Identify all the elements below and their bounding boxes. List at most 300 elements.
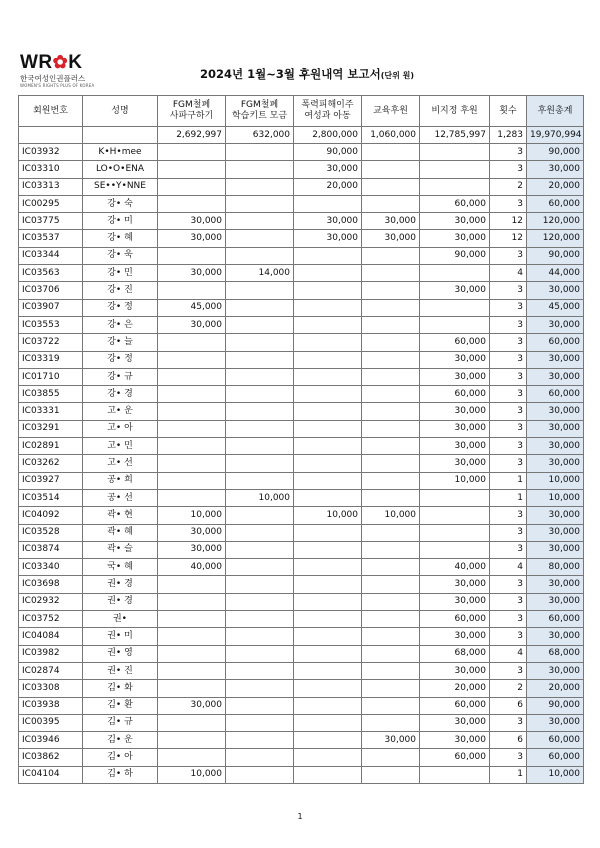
cell-fgm-kit <box>226 351 294 368</box>
cell-count: 3 <box>490 593 527 610</box>
cell-member-id: IC03528 <box>19 524 83 541</box>
cell-migrant-women <box>294 559 362 576</box>
cell-education <box>362 697 420 714</box>
cell-count: 3 <box>490 368 527 385</box>
table-row <box>19 368 584 385</box>
cell-fgm-kit <box>226 766 294 783</box>
cell-count: 4 <box>490 645 527 662</box>
totals-row <box>19 127 584 144</box>
cell-undesignated: 30,000 <box>420 593 490 610</box>
total-migrant-women: 2,800,000 <box>294 127 362 144</box>
cell-count: 3 <box>490 316 527 333</box>
table-row <box>19 403 584 420</box>
cell-total: 30,000 <box>527 576 584 593</box>
cell-count: 3 <box>490 576 527 593</box>
cell-education <box>362 316 420 333</box>
cell-fgm-sapa <box>158 611 226 628</box>
cell-count: 4 <box>490 265 527 282</box>
cell-count: 4 <box>490 559 527 576</box>
cell-member-id: IC00395 <box>19 714 83 731</box>
cell-count: 3 <box>490 628 527 645</box>
cell-migrant-women <box>294 662 362 679</box>
cell-fgm-sapa <box>158 628 226 645</box>
cell-count: 3 <box>490 611 527 628</box>
total-name <box>83 127 158 144</box>
cell-undesignated <box>420 507 490 524</box>
cell-fgm-sapa <box>158 749 226 766</box>
cell-migrant-women <box>294 282 362 299</box>
organization-logo <box>20 52 140 88</box>
total-member-id <box>19 127 83 144</box>
cell-migrant-women <box>294 489 362 506</box>
cell-name: K•H•mee <box>83 144 158 161</box>
cell-total: 30,000 <box>527 455 584 472</box>
cell-migrant-women <box>294 628 362 645</box>
cell-member-id: IC03344 <box>19 247 83 264</box>
cell-migrant-women <box>294 541 362 558</box>
cell-member-id: IC04092 <box>19 507 83 524</box>
cell-member-id: IC03775 <box>19 213 83 230</box>
cell-count: 3 <box>490 144 527 161</box>
cell-undesignated: 30,000 <box>420 628 490 645</box>
cell-migrant-women <box>294 316 362 333</box>
cell-migrant-women <box>294 299 362 316</box>
cell-member-id: IC00295 <box>19 195 83 212</box>
cell-education <box>362 524 420 541</box>
cell-migrant-women <box>294 645 362 662</box>
cell-fgm-sapa: 30,000 <box>158 316 226 333</box>
cell-count: 3 <box>490 455 527 472</box>
cell-name: 강• 경 <box>83 386 158 403</box>
table-row <box>19 559 584 576</box>
cell-name: 권• 경 <box>83 593 158 610</box>
table-row <box>19 247 584 264</box>
cell-count: 3 <box>490 386 527 403</box>
cell-name: 곽• 슬 <box>83 541 158 558</box>
cell-name: 권• 미 <box>83 628 158 645</box>
cell-name: 강• 정 <box>83 351 158 368</box>
cell-count: 3 <box>490 403 527 420</box>
table-row <box>19 749 584 766</box>
cell-migrant-women <box>294 351 362 368</box>
column-header-total: 후원총계 <box>527 96 584 127</box>
cell-fgm-sapa: 30,000 <box>158 697 226 714</box>
cell-count: 3 <box>490 524 527 541</box>
cell-fgm-sapa <box>158 732 226 749</box>
cell-fgm-kit <box>226 576 294 593</box>
cell-education <box>362 749 420 766</box>
cell-fgm-sapa <box>158 680 226 697</box>
cell-total: 45,000 <box>527 299 584 316</box>
table-row <box>19 386 584 403</box>
cell-name: 강• 미 <box>83 213 158 230</box>
cell-undesignated: 60,000 <box>420 697 490 714</box>
cell-education <box>362 247 420 264</box>
cell-member-id: IC02932 <box>19 593 83 610</box>
cell-education <box>362 386 420 403</box>
cell-migrant-women: 30,000 <box>294 230 362 247</box>
cell-name: 권• 영 <box>83 645 158 662</box>
cell-fgm-sapa <box>158 386 226 403</box>
table-row <box>19 541 584 558</box>
cell-education <box>362 144 420 161</box>
cell-fgm-kit <box>226 455 294 472</box>
cell-count: 3 <box>490 299 527 316</box>
cell-migrant-women <box>294 247 362 264</box>
cell-member-id: IC03514 <box>19 489 83 506</box>
cell-fgm-kit <box>226 662 294 679</box>
cell-fgm-sapa <box>158 455 226 472</box>
table-row <box>19 455 584 472</box>
cell-migrant-women <box>294 472 362 489</box>
cell-undesignated: 10,000 <box>420 472 490 489</box>
column-header-education: 교육후원 <box>362 96 420 127</box>
cell-education <box>362 472 420 489</box>
cell-education: 10,000 <box>362 507 420 524</box>
cell-fgm-kit <box>226 628 294 645</box>
table-row <box>19 438 584 455</box>
cell-fgm-kit <box>226 559 294 576</box>
cell-count: 1 <box>490 472 527 489</box>
cell-name: 국• 혜 <box>83 559 158 576</box>
cell-member-id: IC03308 <box>19 680 83 697</box>
cell-fgm-kit <box>226 403 294 420</box>
cell-total: 10,000 <box>527 766 584 783</box>
cell-fgm-kit <box>226 213 294 230</box>
cell-count: 3 <box>490 195 527 212</box>
header-row <box>19 96 584 127</box>
cell-undesignated: 30,000 <box>420 368 490 385</box>
cell-count: 1 <box>490 766 527 783</box>
cell-education <box>362 645 420 662</box>
cell-fgm-sapa: 10,000 <box>158 766 226 783</box>
cell-undesignated <box>420 316 490 333</box>
column-header-count: 횟수 <box>490 96 527 127</box>
cell-name: 김• 아 <box>83 749 158 766</box>
cell-count: 3 <box>490 351 527 368</box>
cell-fgm-kit <box>226 507 294 524</box>
cell-count: 3 <box>490 334 527 351</box>
cell-migrant-women <box>294 680 362 697</box>
cell-migrant-women <box>294 714 362 731</box>
cell-fgm-kit <box>226 316 294 333</box>
table-row <box>19 611 584 628</box>
cell-fgm-kit <box>226 161 294 178</box>
logo-tagline: WOMEN'S RIGHTS PLUS OF KOREA <box>20 83 95 88</box>
cell-education <box>362 195 420 212</box>
total-undesignated: 12,785,997 <box>420 127 490 144</box>
cell-name: 강• 민 <box>83 265 158 282</box>
cell-migrant-women <box>294 368 362 385</box>
cell-fgm-sapa: 30,000 <box>158 230 226 247</box>
table-row <box>19 334 584 351</box>
table-row <box>19 645 584 662</box>
cell-education <box>362 714 420 731</box>
cell-count: 3 <box>490 714 527 731</box>
cell-fgm-kit <box>226 386 294 403</box>
report-title: 2024년 1월~3월 후원내역 보고서(단위 원) <box>200 67 415 81</box>
cell-fgm-sapa <box>158 420 226 437</box>
cell-member-id: IC03313 <box>19 178 83 195</box>
table-row <box>19 507 584 524</box>
cell-count: 2 <box>490 178 527 195</box>
cell-fgm-sapa: 45,000 <box>158 299 226 316</box>
cell-member-id: IC02874 <box>19 662 83 679</box>
cell-count: 12 <box>490 213 527 230</box>
cell-education <box>362 265 420 282</box>
cell-fgm-sapa <box>158 368 226 385</box>
cell-migrant-women <box>294 403 362 420</box>
cell-undesignated: 30,000 <box>420 230 490 247</box>
cell-undesignated: 60,000 <box>420 749 490 766</box>
cell-undesignated <box>420 178 490 195</box>
cell-member-id: IC03938 <box>19 697 83 714</box>
table-row <box>19 732 584 749</box>
cell-fgm-sapa <box>158 161 226 178</box>
cell-name: 권• <box>83 611 158 628</box>
cell-name: 고• 민 <box>83 438 158 455</box>
cell-migrant-women: 20,000 <box>294 178 362 195</box>
cell-member-id: IC03706 <box>19 282 83 299</box>
cell-undesignated: 30,000 <box>420 282 490 299</box>
cell-name: 공• 선 <box>83 489 158 506</box>
cell-education <box>362 559 420 576</box>
cell-undesignated <box>420 144 490 161</box>
cell-total: 120,000 <box>527 213 584 230</box>
cell-name: 강• 늘 <box>83 334 158 351</box>
cell-total: 60,000 <box>527 195 584 212</box>
cell-total: 60,000 <box>527 611 584 628</box>
cell-total: 90,000 <box>527 697 584 714</box>
cell-fgm-sapa: 10,000 <box>158 507 226 524</box>
column-header-fgm-kit: FGM철폐 학습키트 모금 <box>226 96 294 127</box>
cell-fgm-sapa <box>158 593 226 610</box>
total-count: 1,283 <box>490 127 527 144</box>
cell-undesignated: 30,000 <box>420 438 490 455</box>
column-header-member-id: 회원번호 <box>19 96 83 127</box>
cell-name: 강• 숙 <box>83 195 158 212</box>
cell-migrant-women <box>294 611 362 628</box>
cell-migrant-women <box>294 386 362 403</box>
cell-total: 60,000 <box>527 386 584 403</box>
cell-fgm-kit <box>226 282 294 299</box>
cell-total: 30,000 <box>527 368 584 385</box>
table-row <box>19 697 584 714</box>
cell-count: 3 <box>490 161 527 178</box>
cell-education <box>362 351 420 368</box>
cell-fgm-sapa <box>158 662 226 679</box>
cell-fgm-sapa <box>158 334 226 351</box>
cell-fgm-kit <box>226 144 294 161</box>
cell-total: 20,000 <box>527 178 584 195</box>
column-header-undesignated: 비지정 후원 <box>420 96 490 127</box>
table-row <box>19 489 584 506</box>
cell-fgm-kit <box>226 299 294 316</box>
cell-fgm-kit: 14,000 <box>226 265 294 282</box>
cell-fgm-kit <box>226 195 294 212</box>
cell-total: 30,000 <box>527 420 584 437</box>
cell-name: 곽• 현 <box>83 507 158 524</box>
cell-member-id: IC03331 <box>19 403 83 420</box>
cell-undesignated: 30,000 <box>420 351 490 368</box>
cell-name: 강• 혜 <box>83 230 158 247</box>
cell-undesignated: 60,000 <box>420 611 490 628</box>
cell-count: 3 <box>490 749 527 766</box>
cell-name: 김• 운 <box>83 732 158 749</box>
cell-fgm-sapa: 40,000 <box>158 559 226 576</box>
cell-undesignated: 20,000 <box>420 680 490 697</box>
cell-fgm-kit <box>226 749 294 766</box>
cell-fgm-sapa <box>158 576 226 593</box>
cell-undesignated: 60,000 <box>420 386 490 403</box>
total-total: 19,970,994 <box>527 127 584 144</box>
cell-total: 30,000 <box>527 351 584 368</box>
cell-name: 강• 정 <box>83 299 158 316</box>
cell-education <box>362 282 420 299</box>
cell-member-id: IC03982 <box>19 645 83 662</box>
cell-migrant-women <box>294 749 362 766</box>
cell-fgm-kit <box>226 472 294 489</box>
total-fgm-sapa: 2,692,997 <box>158 127 226 144</box>
cell-name: 김• 환 <box>83 697 158 714</box>
cell-fgm-kit <box>226 368 294 385</box>
cell-count: 3 <box>490 507 527 524</box>
table-row <box>19 282 584 299</box>
cell-member-id: IC04084 <box>19 628 83 645</box>
cell-migrant-women: 90,000 <box>294 144 362 161</box>
cell-fgm-sapa: 30,000 <box>158 265 226 282</box>
table-row <box>19 472 584 489</box>
cell-member-id: IC03291 <box>19 420 83 437</box>
cell-education <box>362 161 420 178</box>
cell-count: 3 <box>490 282 527 299</box>
cell-count: 3 <box>490 541 527 558</box>
cell-migrant-women: 30,000 <box>294 213 362 230</box>
cell-education: 30,000 <box>362 213 420 230</box>
cell-education <box>362 368 420 385</box>
cell-fgm-kit <box>226 247 294 264</box>
cell-education <box>362 178 420 195</box>
donation-table <box>18 95 584 784</box>
cell-migrant-women <box>294 732 362 749</box>
cell-migrant-women <box>294 593 362 610</box>
cell-member-id: IC01710 <box>19 368 83 385</box>
cell-member-id: IC03907 <box>19 299 83 316</box>
cell-undesignated <box>420 265 490 282</box>
cell-total: 30,000 <box>527 161 584 178</box>
column-header-migrant-women: 폭력피해이주 여성과 아동 <box>294 96 362 127</box>
cell-name: 공• 희 <box>83 472 158 489</box>
cell-undesignated <box>420 766 490 783</box>
cell-undesignated <box>420 489 490 506</box>
unit-note: (단위 원) <box>380 71 415 80</box>
cell-total: 60,000 <box>527 749 584 766</box>
table-row <box>19 766 584 783</box>
cell-fgm-kit <box>226 541 294 558</box>
cell-undesignated: 60,000 <box>420 195 490 212</box>
cell-name: 곽• 혜 <box>83 524 158 541</box>
cell-fgm-kit <box>226 334 294 351</box>
cell-member-id: IC03319 <box>19 351 83 368</box>
cell-name: 고• 선 <box>83 455 158 472</box>
cell-count: 6 <box>490 732 527 749</box>
cell-migrant-women <box>294 455 362 472</box>
cell-member-id: IC03698 <box>19 576 83 593</box>
cell-name: SE••Y•NNE <box>83 178 158 195</box>
cell-total: 10,000 <box>527 489 584 506</box>
cell-education <box>362 299 420 316</box>
cell-count: 3 <box>490 247 527 264</box>
cell-fgm-kit <box>226 420 294 437</box>
cell-fgm-sapa: 30,000 <box>158 213 226 230</box>
table-row <box>19 265 584 282</box>
cell-undesignated: 90,000 <box>420 247 490 264</box>
cell-count: 6 <box>490 697 527 714</box>
cell-fgm-sapa <box>158 144 226 161</box>
cell-undesignated: 30,000 <box>420 732 490 749</box>
total-fgm-kit: 632,000 <box>226 127 294 144</box>
cell-total: 10,000 <box>527 472 584 489</box>
cell-member-id: IC03927 <box>19 472 83 489</box>
cell-member-id: IC03874 <box>19 541 83 558</box>
cell-education <box>362 576 420 593</box>
cell-total: 30,000 <box>527 541 584 558</box>
cell-name: 권• 진 <box>83 662 158 679</box>
cell-fgm-kit <box>226 438 294 455</box>
cell-undesignated: 30,000 <box>420 455 490 472</box>
cell-undesignated <box>420 161 490 178</box>
table-row <box>19 161 584 178</box>
cell-education <box>362 438 420 455</box>
cell-total: 60,000 <box>527 732 584 749</box>
cell-fgm-sapa: 30,000 <box>158 541 226 558</box>
cell-undesignated: 40,000 <box>420 559 490 576</box>
cell-fgm-kit: 10,000 <box>226 489 294 506</box>
cell-member-id: IC03722 <box>19 334 83 351</box>
table-row <box>19 230 584 247</box>
cell-fgm-sapa <box>158 403 226 420</box>
cell-undesignated: 30,000 <box>420 576 490 593</box>
cell-name: 강• 은 <box>83 316 158 333</box>
cell-total: 30,000 <box>527 282 584 299</box>
cell-education <box>362 403 420 420</box>
cell-member-id: IC04104 <box>19 766 83 783</box>
logo-subtitle: 한국여성인권플러스 <box>20 74 86 83</box>
cell-total: 80,000 <box>527 559 584 576</box>
cell-member-id: IC03537 <box>19 230 83 247</box>
cell-education <box>362 489 420 506</box>
cell-member-id: IC03340 <box>19 559 83 576</box>
table-row <box>19 299 584 316</box>
cell-total: 30,000 <box>527 714 584 731</box>
table-row <box>19 662 584 679</box>
cell-member-id: IC03752 <box>19 611 83 628</box>
cell-fgm-kit <box>226 645 294 662</box>
cell-total: 30,000 <box>527 662 584 679</box>
table-row <box>19 628 584 645</box>
cell-name: 김• 규 <box>83 714 158 731</box>
cell-total: 30,000 <box>527 593 584 610</box>
logo-star-icon: ✿ <box>52 52 69 72</box>
table-row <box>19 576 584 593</box>
cell-migrant-women <box>294 195 362 212</box>
cell-member-id: IC03946 <box>19 732 83 749</box>
cell-fgm-sapa <box>158 195 226 212</box>
cell-fgm-sapa <box>158 247 226 264</box>
cell-fgm-kit <box>226 732 294 749</box>
cell-count: 3 <box>490 662 527 679</box>
cell-name: 강• 규 <box>83 368 158 385</box>
